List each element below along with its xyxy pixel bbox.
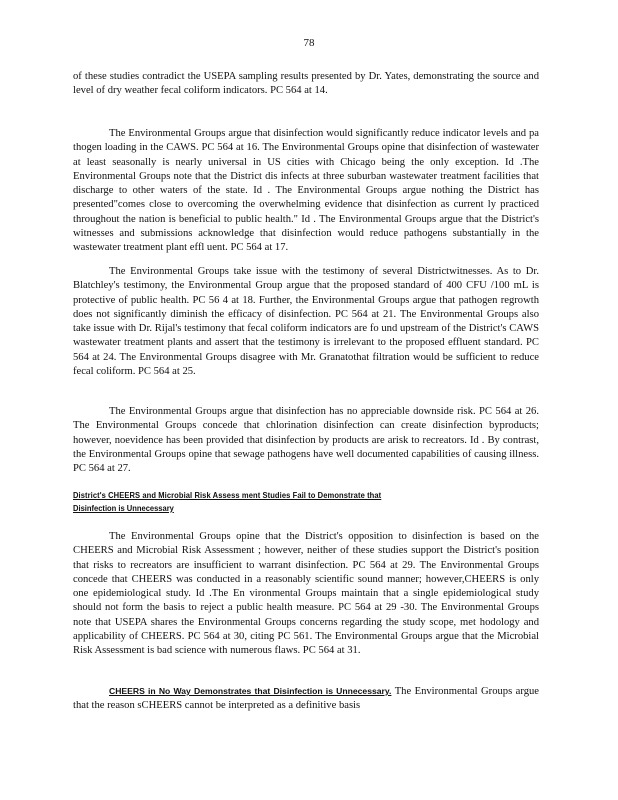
paragraph-cheers-opinion [73,530,539,659]
paragraph-cheers-heading-run-in [73,684,539,714]
paragraph-text: The Environmental Groups argue that the reason sCHEERS cannot be interpreted as a definitive basis [73,686,539,712]
heading-line: Disinfection is Unnecessary [73,503,174,513]
paragraph-text: The Environmental Groups argue that disinfection would significantly reduce indicator levels and pa thogen loading in the CAWS. PC 564 at 16. The Environmental Groups opine that disinfection of wastewater at least seasonally is nearly universal in US cities with Chicago being the only exception. Id .The Environmental Groups note that the District dis infects at three suburban wastewater treatment facilities that discharge to other waters of the state. Id . The Environmental Groups argue nothing the District has presented"comes close to overcoming the overwhelming evidence that disinfection as current ly practiced throughout the nation is beneficial to public health." Id . The Environmental Groups argue that the District's witnesses and submissions acknowledge that disinfection would reduce pathogens substantially in the wastewater treatment plant effl uent. PC 564 at 17. [73,128,539,254]
paragraph-witness-testimony [73,265,539,379]
page-number: 78 [303,37,315,49]
paragraph-text: of these studies contradict the USEPA sampling results presented by Dr. Yates, demonstrating the source and level of dry weather fecal coliform indicators. PC 564 at 14. [73,71,539,97]
paragraph-text: The Environmental Groups opine that the District's opposition to disinfection is based on the CHEERS and Microbial Risk Assessment ; however, neither of these studies support the District's position that risks to recreators are insufficient to warrant disinfection. PC 564 at 29. The Environmental Groups concede that CHEERS was conducted in a reasonably scientific sound manner; however,CHEERS is only one epidemiological study. Id .The En vironmental Groups maintain that a single epidemiological study should not form the basis to reject a public health measure. PC 564 at 29 -30. The Environmental Groups note that USEPA shares the Environmental Groups concerns regarding the study scope, met hodology and applicability of CHEERS. PC 564 at 30, citing PC 561. The Environmental Groups argue that the Microbial Risk Assessment is bad science with numerous flaws. PC 564 at 31. [73,531,539,657]
section-heading-cheers-studies [73,489,539,515]
paragraph-continuation [73,70,539,99]
paragraph-downside-risk [73,405,539,476]
subsection-heading: CHEERS in No Way Demonstrates that Disinfection is Unnecessary. [109,686,392,696]
paragraph-text: The Environmental Groups take issue with the testimony of several Districtwitnesses. As to Dr. Blatchley's testimony, the Environmental Group argue that the proposed standard of 400 CFU /100 mL is protective of public health. PC 56 4 at 18. Further, the Environmental Groups argue that pathogen regrowth does not significantly diminish the efficacy of disinfection. PC 564 at 21. The Environmental Groups also take issue with Dr. Rijal's testimony that fecal coliform indicators are fo und upstream of the District's CAWS wastewater treatment plants and assert that the testimony is irrelevant to the proposed effluent standard. PC 564 at 24. The Environmental Groups disagree with Mr. Granatothat filtration would be sufficient to reduce fecal coliform. PC 564 at 25. [73,266,539,378]
heading-line: District's CHEERS and Microbial Risk Assess ment Studies Fail to Demonstrate that [73,490,382,500]
paragraph-text: The Environmental Groups argue that disinfection has no appreciable downside risk. PC 564 at 26. The Environmental Groups concede that chlorination disinfection can create disinfection byproducts; however, noevidence has been provided that disinfection by products are arisk to recreators. Id . By contrast, the Environmental Groups opine that sewage pathogens have well documented capabilities of causing illness. PC 564 at 27. [73,406,539,475]
paragraph-disinfection-benefits [73,127,539,256]
